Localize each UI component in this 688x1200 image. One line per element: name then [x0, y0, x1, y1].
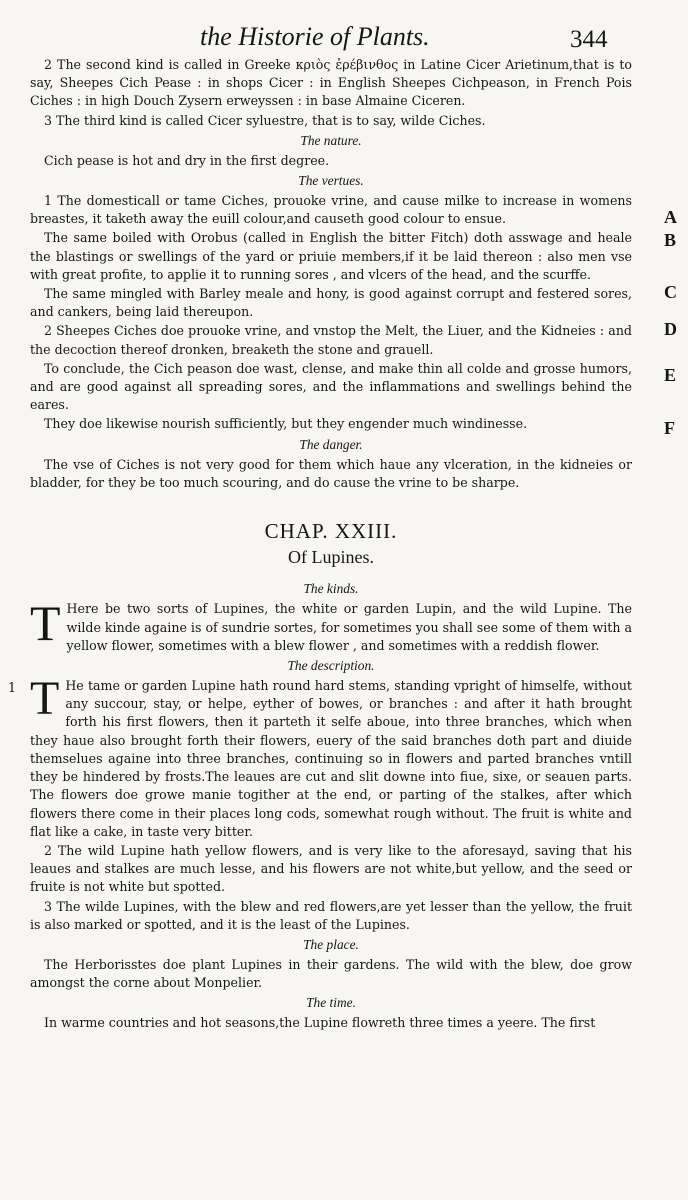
time-heading: The time.: [306, 995, 356, 1011]
drop-cap-initial: T: [30, 595, 61, 652]
nature-heading: The nature.: [300, 132, 362, 148]
paragraph-number: 1: [8, 680, 17, 696]
vertue-text: They doe likewise nourish sufficiently, but they engender much windinesse.: [44, 416, 528, 432]
vertue-paragraph: [30, 360, 677, 415]
description-heading: The description.: [287, 658, 375, 674]
margin-letter: F: [664, 418, 675, 439]
margin-letter: E: [664, 364, 677, 385]
kind-three-paragraph: 3 The third kind is called Cicer syluestre, that is to say, wilde Ciches.: [44, 112, 486, 128]
chapter-number: CHAP. XXIII.: [264, 519, 398, 544]
danger-heading: The danger.: [299, 436, 363, 452]
vertue-text: 1 The domesticall or tame Ciches, prouoke vrine, and cause milke to increase in womens breastes, it taketh away the euill colour,and causeth good colour to ensue.: [30, 193, 632, 227]
place-heading: The place.: [303, 936, 359, 952]
vertue-text: 2 Sheepes Ciches doe prouoke vrine, and vnstop the Melt, the Liuer, and the Kidneies : and the decoction thereof dronken, breaketh the stone and grauell.: [30, 323, 632, 357]
kind-two-paragraph: 2 The second kind is called in Greeke κριὸς ἐρέβινθος in Latine Cicer Arietinum,that is to say, Sheepes Cich Pease : in shops Cicer : in English Sheepes Cichpeason, in French Pois Ciches : in high Douch Zysern erweyssen : in base Almaine Ciceren.: [30, 57, 632, 109]
description-text: He tame or garden Lupine hath round hard stems, standing vpright of himselfe, without any succour, stay, or helpe, eyther of bowes, or branches : and after it hath brought forth his first flowers, then it parteth it selfe aboue, into three branches, which when they haue also brought forth their flowers, euery of the said branches doth part and diuide themselues againe into three branches, continuing so in flowers and parted branches vntill they be hindered by frosts.The leaues are cut and slit downe into fiue, sixe, or seauen parts. The flowers doe growe manie togither at the end, or parting of the stalkes, after which flowers there come in their places long cods, somewhat rough without. The fruit is white and flat like a cake, in taste very bitter.: [30, 678, 632, 839]
vertue-paragraph: [30, 319, 677, 358]
vertue-paragraph: [30, 229, 677, 284]
vertue-text: The same boiled with Orobus (called in English the bitter Fitch) doth asswage and heale the blastings or swellings of the yard or priuie members,if it be laid thereon : also men vse with great profite, to applie it to running sores , and vlcers of the head, and the scurffe.: [30, 230, 632, 282]
drop-cap-initial: T: [30, 672, 60, 726]
vertue-paragraph: [30, 415, 675, 439]
place-paragraph: The Herborisstes doe plant Lupines in their gardens. The wild with the blew, doe grow amongst the corne about Monpelier.: [30, 956, 632, 991]
vertue-paragraph: [30, 192, 677, 228]
vertue-text: To conclude, the Cich peason doe wast, clense, and make thin all colde and grosse humors, and are good against all spreading sores, and the inflammations and swellings behind the eares.: [30, 360, 632, 413]
danger-paragraph: The vse of Ciches is not very good for them which haue any vlceration, in the kidneies or bladder, for they be too much scouring, and do cause the vrine to be sharpe.: [30, 456, 632, 490]
vertues-heading: The vertues.: [298, 173, 364, 189]
kinds-text: Here be two sorts of Lupines, the white or garden Lupin, and the wild Lupine. The wilde kinde againe is of sundrie sortes, for sometimes you shall see some of them with a yellow flower, sometimes with a blew flower , and sometimes with a reddish flower.: [66, 601, 632, 653]
chapter-title: Of Lupines.: [288, 547, 374, 568]
time-paragraph: In warme countries and hot seasons,the Lupine flowreth three times a yeere. The first: [44, 1015, 596, 1031]
vertue-paragraph: [30, 282, 677, 321]
running-title: the Historie of Plants.: [200, 22, 430, 51]
vertue-text: The same mingled with Barley meale and hony, is good against corrupt and festered sores, and cankers, being laid thereupon.: [30, 286, 632, 320]
kinds-paragraph: [30, 595, 632, 655]
page-number: 344: [570, 26, 608, 53]
margin-letter: C: [664, 282, 677, 303]
kinds-heading: The kinds.: [303, 581, 359, 597]
description-paragraph-one: [8, 672, 632, 841]
margin-letter: A: [664, 207, 677, 228]
running-head: [0, 14, 688, 54]
text-block: [8, 56, 677, 1034]
margin-letter: D: [664, 319, 677, 340]
description-paragraph-two: 2 The wild Lupine hath yellow flowers, and is very like to the aforesayd, saving that his leaues and stalkes are much lesse, and his flowers are not white,but yellow, and the seed or fruite is not white but spotted.: [30, 842, 632, 895]
description-paragraph-three: 3 The wilde Lupines, with the blew and red flowers,are yet lesser than the yellow, the fruit is also marked or spotted, and it is the least of the Lupines.: [30, 898, 632, 932]
margin-letter: B: [664, 230, 677, 251]
nature-paragraph: Cich pease is hot and dry in the first degree.: [44, 152, 330, 168]
